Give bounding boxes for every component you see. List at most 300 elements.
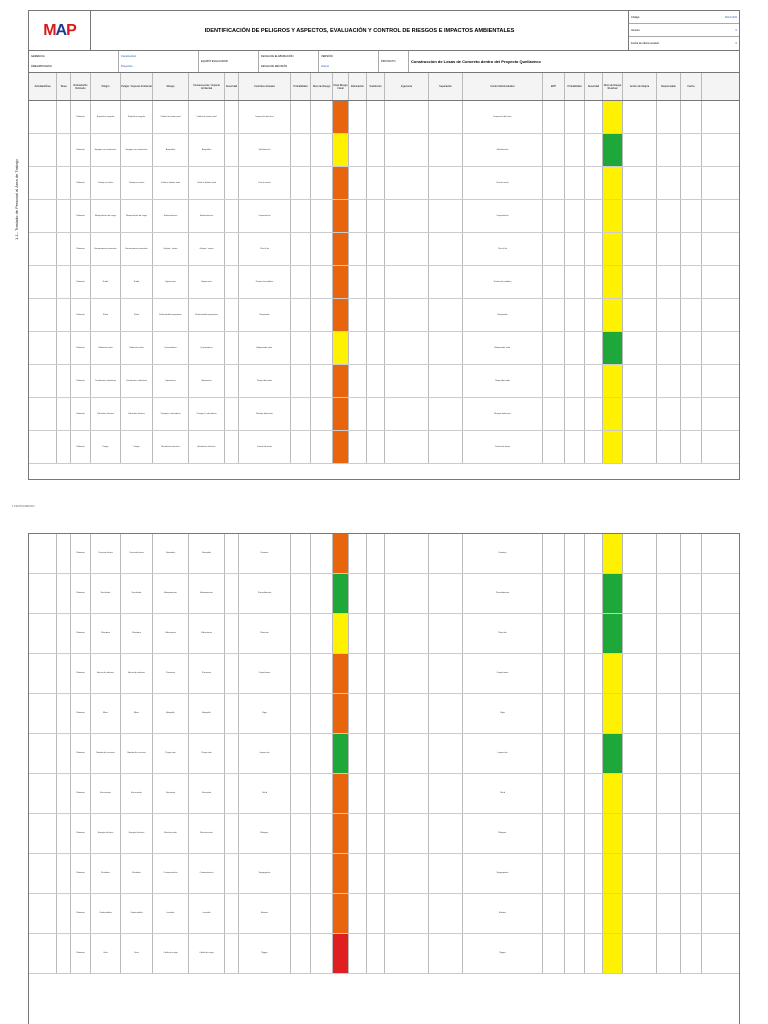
table-cell (681, 614, 702, 653)
table-cell (225, 299, 239, 331)
table-cell: Rutinario (71, 101, 91, 133)
table-cell (681, 266, 702, 298)
table-cell: Herramientas manuales (91, 233, 121, 265)
table-cell (565, 814, 585, 853)
table-cell (29, 167, 57, 199)
table-cell (385, 614, 429, 653)
table-cell (311, 534, 333, 573)
table-cell (29, 734, 57, 773)
table-cell: Extintor (239, 894, 291, 933)
table-cell (29, 694, 57, 733)
table-cell (623, 694, 657, 733)
table-cell (225, 332, 239, 364)
risk-level-cell (333, 332, 349, 364)
table-cell (291, 299, 311, 331)
table-cell (385, 934, 429, 973)
table-cell (565, 934, 585, 973)
table-cell (543, 694, 565, 733)
table-cell (565, 774, 585, 813)
table-cell: Vibradora (91, 614, 121, 653)
table-cell (385, 431, 429, 463)
table-cell (29, 299, 57, 331)
table-cell (311, 574, 333, 613)
table-cell: Caídas al mismo nivel (153, 101, 189, 133)
table-cell (349, 332, 367, 364)
table-cell (585, 534, 603, 573)
table-row (29, 266, 739, 299)
table-cell (57, 266, 71, 298)
table-cell (657, 365, 681, 397)
table-cell: Rutinario (71, 200, 91, 232)
table-cell: Bomba de concreto (121, 734, 153, 773)
table-cell (623, 332, 657, 364)
table-cell (225, 134, 239, 166)
table-cell (225, 431, 239, 463)
table-cell (311, 854, 333, 893)
residual-risk-cell (603, 654, 623, 693)
table-cell (681, 854, 702, 893)
table-cell (311, 266, 333, 298)
table-cell (291, 574, 311, 613)
table-cell (291, 654, 311, 693)
table-cell (367, 894, 385, 933)
table-cell (291, 233, 311, 265)
table-cell: Condiciones climáticas (121, 365, 153, 397)
table-cell (225, 614, 239, 653)
table-cell (429, 814, 463, 853)
table-cell (657, 101, 681, 133)
table-cell (311, 734, 333, 773)
table-cell: Accidente vehicular (189, 431, 225, 463)
table-cell: Energía eléctrica (121, 814, 153, 853)
risk-level-cell (333, 398, 349, 430)
table-cell: Bloqueador solar (239, 332, 291, 364)
table-cell (385, 101, 429, 133)
table-cell (57, 694, 71, 733)
table-cell (565, 266, 585, 298)
table-cell (657, 299, 681, 331)
project-name: Construcción de Losas de Concreto dentro del Proyecto Quellaveco (411, 59, 541, 64)
table-cell: Equipos en movimiento (91, 134, 121, 166)
table-cell (429, 134, 463, 166)
table-cell (429, 534, 463, 573)
table-cell (543, 814, 565, 853)
table-cell (29, 365, 57, 397)
table-cell: Electrocución (189, 814, 225, 853)
table-cell (57, 167, 71, 199)
table-cell (585, 934, 603, 973)
table-cell (349, 299, 367, 331)
table-cell: Atropello (153, 694, 189, 733)
table-cell: Rutinario (71, 134, 91, 166)
table-cell (29, 233, 57, 265)
table-cell: Señalización (463, 134, 543, 166)
table-cell: Rutinario (71, 734, 91, 773)
table-cell: Rutinario (71, 167, 91, 199)
risk-level-cell (333, 167, 349, 199)
table-cell (623, 167, 657, 199)
table-cell: Rigger (463, 934, 543, 973)
table-cell (29, 266, 57, 298)
table-cell (585, 614, 603, 653)
table-row (29, 233, 739, 266)
table-cell (657, 200, 681, 232)
table-cell: Sobreesfuerzo (189, 200, 225, 232)
table-cell: Ruido (91, 266, 121, 298)
table-cell (291, 814, 311, 853)
table-cell: Vehículos livianos (91, 398, 121, 430)
table-cell (623, 854, 657, 893)
table-cell (29, 854, 57, 893)
table-cell (681, 814, 702, 853)
table-cell (225, 934, 239, 973)
table-cell: Bloqueador solar (463, 332, 543, 364)
table-cell (291, 365, 311, 397)
table-cell (311, 934, 333, 973)
table-cell: Combustibles (91, 894, 121, 933)
table-cell (657, 814, 681, 853)
table-row (29, 814, 739, 854)
table-cell (349, 614, 367, 653)
table-cell: Manipulación de carga (91, 200, 121, 232)
column-header: Tarea (57, 73, 71, 100)
table-cell: Caída a distinto nivel (153, 167, 189, 199)
table-cell (543, 398, 565, 430)
table-cell (367, 774, 385, 813)
table-row (29, 398, 739, 431)
table-cell (385, 233, 429, 265)
table-cell: Vibraciones (153, 614, 189, 653)
table-cell (385, 299, 429, 331)
table-cell: Atropellos (189, 134, 225, 166)
table-cell: Manejo defensivo (463, 398, 543, 430)
table-cell: Manipulación de carga (121, 200, 153, 232)
table-cell: Quemaduras (189, 332, 225, 364)
residual-risk-cell (603, 534, 623, 573)
table-cell (543, 774, 565, 813)
table-cell: Excavación (91, 774, 121, 813)
matrix-sheet-1 (28, 10, 740, 480)
table-cell (565, 734, 585, 773)
table-cell (385, 134, 429, 166)
column-header: Nivel de Riesgo (311, 73, 333, 100)
table-cell: Uso de arnés (239, 167, 291, 199)
table-cell (29, 614, 57, 653)
table-cell: Vibradora (121, 614, 153, 653)
table-cell (429, 167, 463, 199)
table-cell (429, 101, 463, 133)
table-cell (225, 734, 239, 773)
column-header: Riesgo (153, 73, 189, 100)
table-cell (385, 894, 429, 933)
table-cell (311, 134, 333, 166)
table-cell (429, 774, 463, 813)
table-cell (291, 398, 311, 430)
table-cell (565, 167, 585, 199)
table-cell (311, 332, 333, 364)
table-cell: Rutinario (71, 694, 91, 733)
table-cell (29, 101, 57, 133)
table-cell: Protección auditiva (463, 266, 543, 298)
table-cell (681, 574, 702, 613)
table-cell (349, 167, 367, 199)
table-cell (623, 299, 657, 331)
table-cell (311, 894, 333, 933)
document-header (29, 11, 739, 51)
table-cell: Inspección (463, 734, 543, 773)
table-cell (681, 200, 702, 232)
table-cell: Hipotermia (189, 365, 225, 397)
residual-risk-cell (603, 934, 623, 973)
table-cell (623, 134, 657, 166)
table-cell: Rutinario (71, 934, 91, 973)
column-header: Fecha (681, 73, 702, 100)
table-cell (681, 332, 702, 364)
table-cell: Guantes (463, 534, 543, 573)
table-cell (657, 431, 681, 463)
table-cell (565, 894, 585, 933)
table-cell: Dermatitis (189, 534, 225, 573)
table-cell: Golpes / cortes (153, 233, 189, 265)
table-cell: Rutinario (71, 398, 91, 430)
table-cell (585, 332, 603, 364)
table-cell: Concreto fresco (91, 534, 121, 573)
table-cell (681, 774, 702, 813)
table-cell (429, 694, 463, 733)
table-cell (349, 894, 367, 933)
table-cell (623, 266, 657, 298)
table-cell (585, 167, 603, 199)
table-cell (225, 398, 239, 430)
table-cell: Superficie irregular (91, 101, 121, 133)
residual-risk-cell (603, 134, 623, 166)
column-header: Severidad (585, 73, 603, 100)
table-body (29, 534, 739, 974)
table-cell: Incendio (189, 894, 225, 933)
table-cell (681, 934, 702, 973)
table-cell (623, 365, 657, 397)
risk-level-cell (333, 934, 349, 973)
risk-level-cell (333, 694, 349, 733)
table-cell (385, 365, 429, 397)
table-row (29, 614, 739, 654)
table-cell (623, 233, 657, 265)
table-cell (565, 574, 585, 613)
table-cell (367, 654, 385, 693)
table-cell (291, 614, 311, 653)
table-cell (311, 299, 333, 331)
table-cell (623, 200, 657, 232)
table-cell (385, 694, 429, 733)
table-cell (585, 299, 603, 331)
table-cell: Bloqueo (239, 814, 291, 853)
table-cell (681, 233, 702, 265)
table-cell (681, 101, 702, 133)
table-cell: Señalización (239, 134, 291, 166)
table-cell (585, 574, 603, 613)
risk-level-cell (333, 814, 349, 853)
table-cell (57, 934, 71, 973)
table-cell: Vibraciones (189, 614, 225, 653)
table-cell: Segregación (239, 854, 291, 893)
table-cell (385, 654, 429, 693)
matrix-sheet-2 (28, 533, 740, 1024)
table-cell: Trabajo en altura (121, 167, 153, 199)
table-cell (367, 614, 385, 653)
table-cell (585, 894, 603, 933)
table-cell: Rutinario (71, 431, 91, 463)
table-cell (657, 854, 681, 893)
column-header: Ingeniería (385, 73, 429, 100)
table-cell: Grúa (121, 934, 153, 973)
table-cell (681, 398, 702, 430)
risk-level-cell (333, 101, 349, 133)
residual-risk-cell (603, 734, 623, 773)
table-cell (367, 365, 385, 397)
table-body (29, 101, 739, 464)
table-cell (311, 774, 333, 813)
table-row (29, 774, 739, 814)
table-cell (225, 266, 239, 298)
column-header: Probabilidad (291, 73, 311, 100)
table-cell (543, 734, 565, 773)
table-cell (291, 934, 311, 973)
table-cell: Acero de refuerzo (121, 654, 153, 693)
table-cell (585, 814, 603, 853)
table-cell (681, 431, 702, 463)
risk-level-cell (333, 894, 349, 933)
table-cell: Capacitación (239, 200, 291, 232)
table-cell (543, 101, 565, 133)
table-cell (225, 654, 239, 693)
table-cell (29, 654, 57, 693)
table-cell (367, 233, 385, 265)
table-cell (291, 431, 311, 463)
table-cell (29, 534, 57, 573)
table-cell: Polvo (121, 299, 153, 331)
risk-level-cell (333, 233, 349, 265)
table-cell (57, 398, 71, 430)
table-cell (429, 200, 463, 232)
table-cell: Atrapamiento (153, 574, 189, 613)
table-cell: Radiación solar (121, 332, 153, 364)
table-cell (225, 694, 239, 733)
table-cell (657, 134, 681, 166)
table-cell (367, 734, 385, 773)
residual-risk-cell (603, 814, 623, 853)
table-cell: Fatiga (91, 431, 121, 463)
table-cell (565, 299, 585, 331)
document-info: GERENCIA ÁREA/PROCESO Construcción Proyectos EQUIPO EVALUADOR FECHA DE ELABORACIÓN FECHA DE REVISIÓN VERSIÓN Interno PROYECTO Construcción de Losas de Concreto dentro del Proyecto Quellaveco (29, 51, 739, 73)
risk-level-cell (333, 431, 349, 463)
column-header: Acción de Mejora (623, 73, 657, 100)
table-cell (585, 101, 603, 133)
table-cell: Rutinario (71, 299, 91, 331)
table-cell (657, 398, 681, 430)
table-cell: Residuos (121, 854, 153, 893)
residual-risk-cell (603, 200, 623, 232)
table-cell (543, 854, 565, 893)
table-cell: Capacitación (463, 200, 543, 232)
table-cell (385, 774, 429, 813)
table-cell (385, 574, 429, 613)
table-cell: Capuchones (239, 654, 291, 693)
risk-level-cell (333, 200, 349, 232)
table-row (29, 431, 739, 464)
table-cell: Rutinario (71, 365, 91, 397)
table-cell (225, 534, 239, 573)
table-cell: Mixer (121, 694, 153, 733)
risk-level-cell (333, 854, 349, 893)
table-cell (585, 134, 603, 166)
table-cell: Derrumbe (153, 774, 189, 813)
table-cell (367, 101, 385, 133)
residual-risk-cell (603, 167, 623, 199)
risk-level-cell (333, 266, 349, 298)
table-cell (657, 534, 681, 573)
table-cell: Hipoacusia (153, 266, 189, 298)
table-cell (291, 167, 311, 199)
table-cell (291, 694, 311, 733)
table-cell (367, 398, 385, 430)
table-cell (429, 934, 463, 973)
table-cell (585, 431, 603, 463)
table-cell (311, 654, 333, 693)
table-cell (367, 299, 385, 331)
table-cell: Condiciones climáticas (91, 365, 121, 397)
table-cell (29, 431, 57, 463)
table-cell: Equipos en movimiento (121, 134, 153, 166)
table-cell (657, 934, 681, 973)
table-cell (291, 854, 311, 893)
table-cell: Choques / volcaduras (189, 398, 225, 430)
risk-level-cell (333, 534, 349, 573)
table-cell (225, 894, 239, 933)
table-cell: Caída de carga (189, 934, 225, 973)
document-title: IDENTIFICACIÓN DE PELIGROS Y ASPECTOS, EVALUACIÓN Y CONTROL DE RIESGOS E IMPACTOS AMBIENTALES (91, 11, 629, 50)
table-cell: Ruido (121, 266, 153, 298)
table-cell: Energía eléctrica (91, 814, 121, 853)
table-cell (57, 134, 71, 166)
table-cell: Rotación (239, 614, 291, 653)
table-row (29, 134, 739, 167)
table-cell: Control de horas (239, 431, 291, 463)
table-cell (291, 266, 311, 298)
table-cell: Vigía (239, 694, 291, 733)
table-cell (585, 734, 603, 773)
table-cell: Capuchones (463, 654, 543, 693)
table-cell (585, 266, 603, 298)
table-cell (29, 774, 57, 813)
table-cell (657, 167, 681, 199)
table-cell: Vigía (463, 694, 543, 733)
table-cell (29, 200, 57, 232)
table-cell (57, 734, 71, 773)
table-cell: Atropellos (153, 134, 189, 166)
table-cell (29, 398, 57, 430)
table-cell: Excavación (121, 774, 153, 813)
table-cell: Rotación (463, 614, 543, 653)
table-cell: Superficie irregular (121, 101, 153, 133)
table-cell: Encofrado (91, 574, 121, 613)
table-cell (311, 200, 333, 232)
table-cell: Polvo (91, 299, 121, 331)
table-cell (657, 894, 681, 933)
table-cell (385, 167, 429, 199)
company-logo: MAP (29, 11, 91, 50)
page-footnote: 1 PROTACRIETRO (12, 505, 35, 508)
table-cell (623, 814, 657, 853)
